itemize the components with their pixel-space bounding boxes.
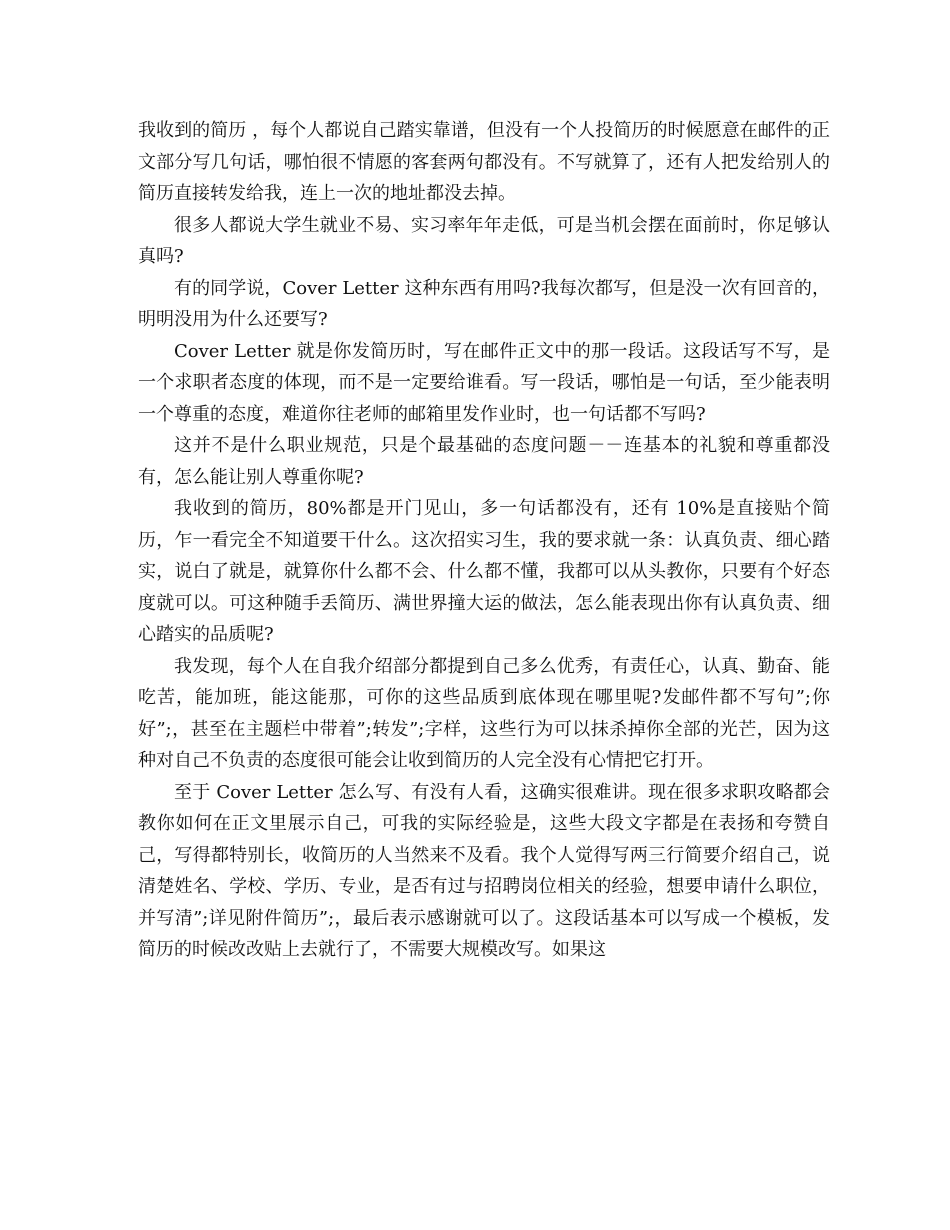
paragraph-2: 很多人都说大学生就业不易、实习率年年走低，可是当机会摆在面前时，你足够认真吗? bbox=[138, 214, 830, 267]
paragraph-4: Cover Letter 就是你发简历时，写在邮件正文中的那一段话。这段话写不写，是一个求职者态度的体现，而不是一定要给谁看。写一段话，哪怕是一句话，至少能表明一个尊重的态度，难道你往老师的邮箱里发作业时，也一句话都不写吗? bbox=[138, 340, 830, 425]
paragraph-6: 我收到的简历，80%都是开门见山，多一句话都没有，还有 10%是直接贴个简历，乍一看完全不知道要干什么。这次招实习生，我的要求就一条：认真负责、细心踏实，说白了就是，就算你什么都不会、什么都不懂，我都可以从头教你，只要有个好态度就可以。可这种随手丢简历、满世界撞大运的做法，怎么能表现出你有认真负责、细心踏实的品质呢? bbox=[138, 498, 830, 645]
paragraph-3: 有的同学说，Cover Letter 这种东西有用吗?我每次都写，但是没一次有回音的，明明没用为什么还要写? bbox=[138, 277, 830, 330]
document-body bbox=[138, 115, 830, 966]
paragraph-1: 我收到的简历 ，每个人都说自己踏实靠谱，但没有一个人投简历的时候愿意在邮件的正文部分写几句话，哪怕很不情愿的客套两句都没有。不写就算了，还有人把发给别人的简历直接转发给我，连上一次的地址都没去掉。 bbox=[138, 120, 830, 204]
paragraph-5: 这并不是什么职业规范，只是个最基础的态度问题－－连基本的礼貌和尊重都没有，怎么能让别人尊重你呢? bbox=[138, 435, 830, 488]
paragraph-8: 至于 Cover Letter 怎么写、有没有人看，这确实很难讲。现在很多求职攻略都会教你如何在正文里展示自己，可我的实际经验是，这些大段文字都是在表扬和夸赞自己，写得都特别长，收简历的人当然来不及看。我个人觉得写两三行简要介绍自己，说清楚姓名、学校、学历、专业，是否有过与招聘岗位相关的经验，想要申请什么职位，并写清”;详见附件简历”;，最后表示感谢就可以了。这段话基本可以写成一个模板，发简历的时候改改贴上去就行了，不需要大规模改写。如果这 bbox=[138, 781, 830, 960]
paragraph-7: 我发现，每个人在自我介绍部分都提到自己多么优秀，有责任心，认真、勤奋、能吃苦，能加班，能这能那，可你的这些品质到底体现在哪里呢?发邮件都不写句”;你好”;，甚至在主题栏中带着”;转发”;字样，这些行为可以抹杀掉你全部的光芒，因为这种对自己不负责的态度很可能会让收到简历的人完全没有心情把它打开。 bbox=[138, 655, 830, 771]
